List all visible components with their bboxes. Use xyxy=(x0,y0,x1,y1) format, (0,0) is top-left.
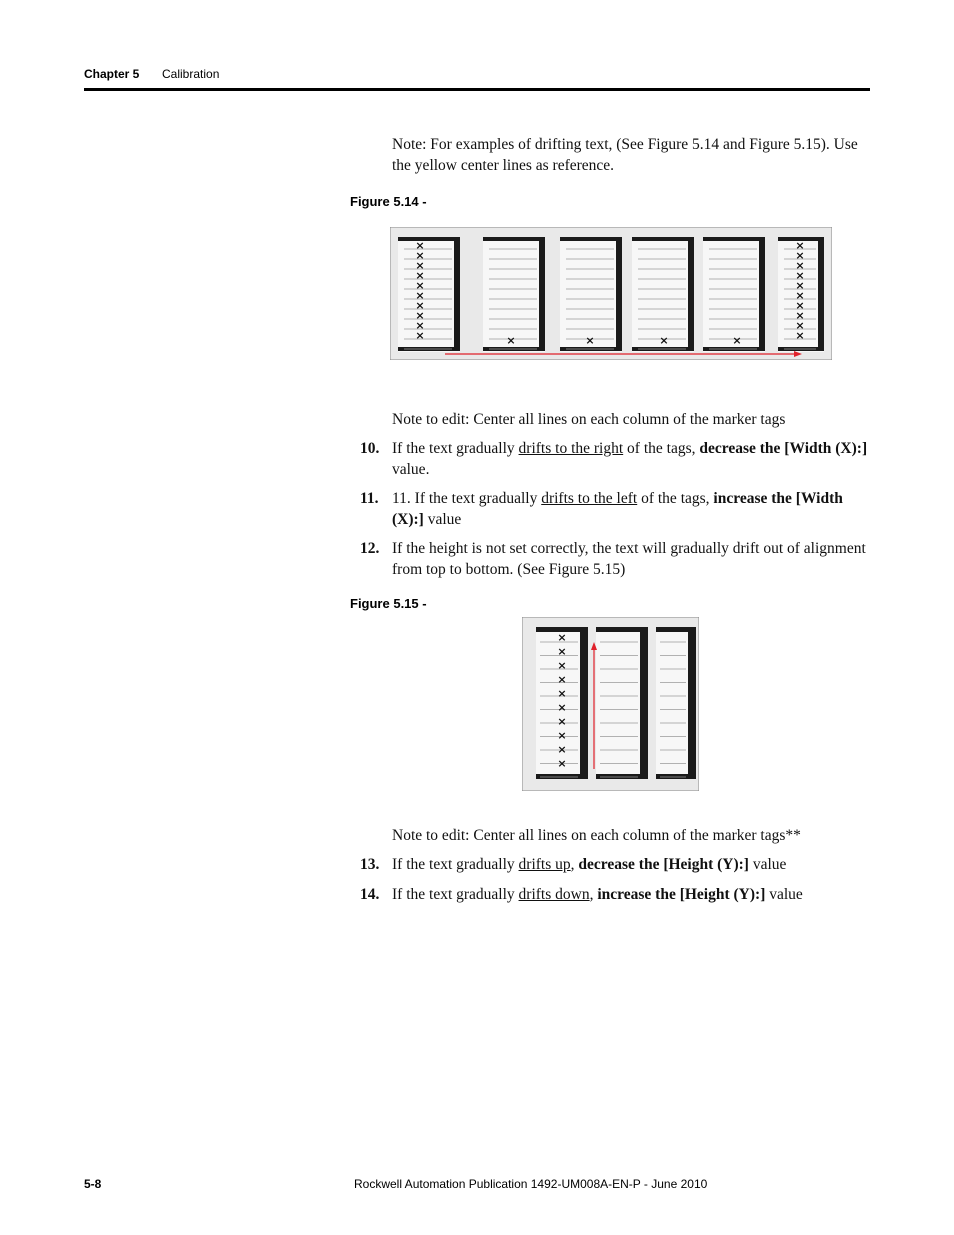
tag-frame-edge xyxy=(759,239,765,351)
tag-mark: × xyxy=(557,701,567,714)
tag-frame-top xyxy=(398,237,460,241)
step-number: 11. xyxy=(360,490,379,507)
step-number: 14. xyxy=(360,886,380,903)
tag-mark: × xyxy=(795,279,805,292)
tag-mark: × xyxy=(415,309,425,322)
tag-mark: × xyxy=(557,715,567,728)
tag-mark: × xyxy=(557,645,567,658)
step-text: 11. If the text gradually drifts to the left of the tags, increase the [Width (X):] value xyxy=(392,490,843,528)
figure-514-image xyxy=(390,227,832,360)
tag-mark: × xyxy=(415,249,425,262)
figure-514-label: Figure 5.14 - xyxy=(350,194,427,209)
step-10 xyxy=(360,438,870,480)
tag-mark: × xyxy=(415,299,425,312)
note-to-edit-1: Note to edit: Center all lines on each column of the marker tags xyxy=(392,411,786,428)
tag-mark: × xyxy=(795,329,805,342)
tag-mark: × xyxy=(795,239,805,252)
tag-mark: × xyxy=(732,334,742,347)
tag-mark: × xyxy=(506,334,516,347)
tag-mark: × xyxy=(557,687,567,700)
tag-mark: × xyxy=(795,249,805,262)
tag-mark: × xyxy=(557,673,567,686)
tag-frame-edge xyxy=(640,629,648,779)
tag-mark: × xyxy=(557,729,567,742)
tag-mark: × xyxy=(415,259,425,272)
tag-mark: × xyxy=(795,309,805,322)
header-rule xyxy=(84,88,870,91)
tag-mark: × xyxy=(557,659,567,672)
tag-mark: × xyxy=(415,269,425,282)
tag-frame-bottom xyxy=(596,774,648,779)
tag-frame-edge xyxy=(688,239,694,351)
tag-mark: × xyxy=(795,299,805,312)
tag-frame-edge xyxy=(539,239,545,351)
page-number: 5-8 xyxy=(84,1177,102,1191)
tag-mark: × xyxy=(415,319,425,332)
step-13 xyxy=(360,854,870,875)
step-number: 10. xyxy=(360,440,380,457)
tag-frame-top xyxy=(703,237,765,241)
tag-frame-top xyxy=(560,237,622,241)
tag-frame-bottom xyxy=(536,774,588,779)
tag-frame-top xyxy=(483,237,545,241)
intro-note: Note: For examples of drifting text, (See Figure 5.14 and Figure 5.15). Use the yellow center lines as reference. xyxy=(392,136,858,174)
tag-frame-edge xyxy=(454,239,460,351)
tag-frame-top xyxy=(632,237,694,241)
figure-515-image xyxy=(522,617,699,791)
step-text: If the text gradually drifts up, decrease the [Height (Y):] value xyxy=(392,856,787,873)
note-to-edit-2: Note to edit: Center all lines on each column of the marker tags** xyxy=(392,827,801,844)
figure-515-label: Figure 5.15 - xyxy=(350,596,427,611)
tag-mark: × xyxy=(415,329,425,342)
tag-frame-bottom xyxy=(656,774,696,779)
step-text: If the text gradually drifts down, increase the [Height (Y):] value xyxy=(392,886,803,903)
tag-mark: × xyxy=(557,757,567,770)
publication-info: Rockwell Automation Publication 1492-UM008A-EN-P - June 2010 xyxy=(354,1177,708,1191)
tag-frame-top xyxy=(656,627,696,632)
tag-frame-edge xyxy=(818,239,824,351)
step-text: If the height is not set correctly, the text will gradually drift out of alignment from top to bottom. (See Figure 5.15) xyxy=(392,540,866,578)
tag-mark: × xyxy=(415,279,425,292)
tag-column xyxy=(398,237,460,352)
tag-mark: × xyxy=(557,743,567,756)
step-number: 12. xyxy=(360,540,380,557)
step-number: 13. xyxy=(360,856,380,873)
step-14 xyxy=(360,884,870,905)
tag-mark: × xyxy=(795,319,805,332)
step-11 xyxy=(360,488,870,530)
section-title: Calibration xyxy=(162,67,220,81)
tag-mark: × xyxy=(795,269,805,282)
tag-mark: × xyxy=(415,289,425,302)
tag-mark: × xyxy=(415,239,425,252)
tag-frame-top xyxy=(596,627,648,632)
tag-mark: × xyxy=(585,334,595,347)
tag-frame-edge xyxy=(580,629,588,779)
tag-frame-edge xyxy=(616,239,622,351)
tag-mark: × xyxy=(795,259,805,272)
tag-mark: × xyxy=(557,631,567,644)
tag-mark: × xyxy=(795,289,805,302)
step-text: If the text gradually drifts to the right of the tags, decrease the [Width (X):] value. xyxy=(392,440,868,478)
step-12 xyxy=(360,538,870,580)
tag-frame-edge xyxy=(688,629,696,779)
tag-mark: × xyxy=(659,334,669,347)
chapter-label: Chapter 5 xyxy=(84,67,140,81)
